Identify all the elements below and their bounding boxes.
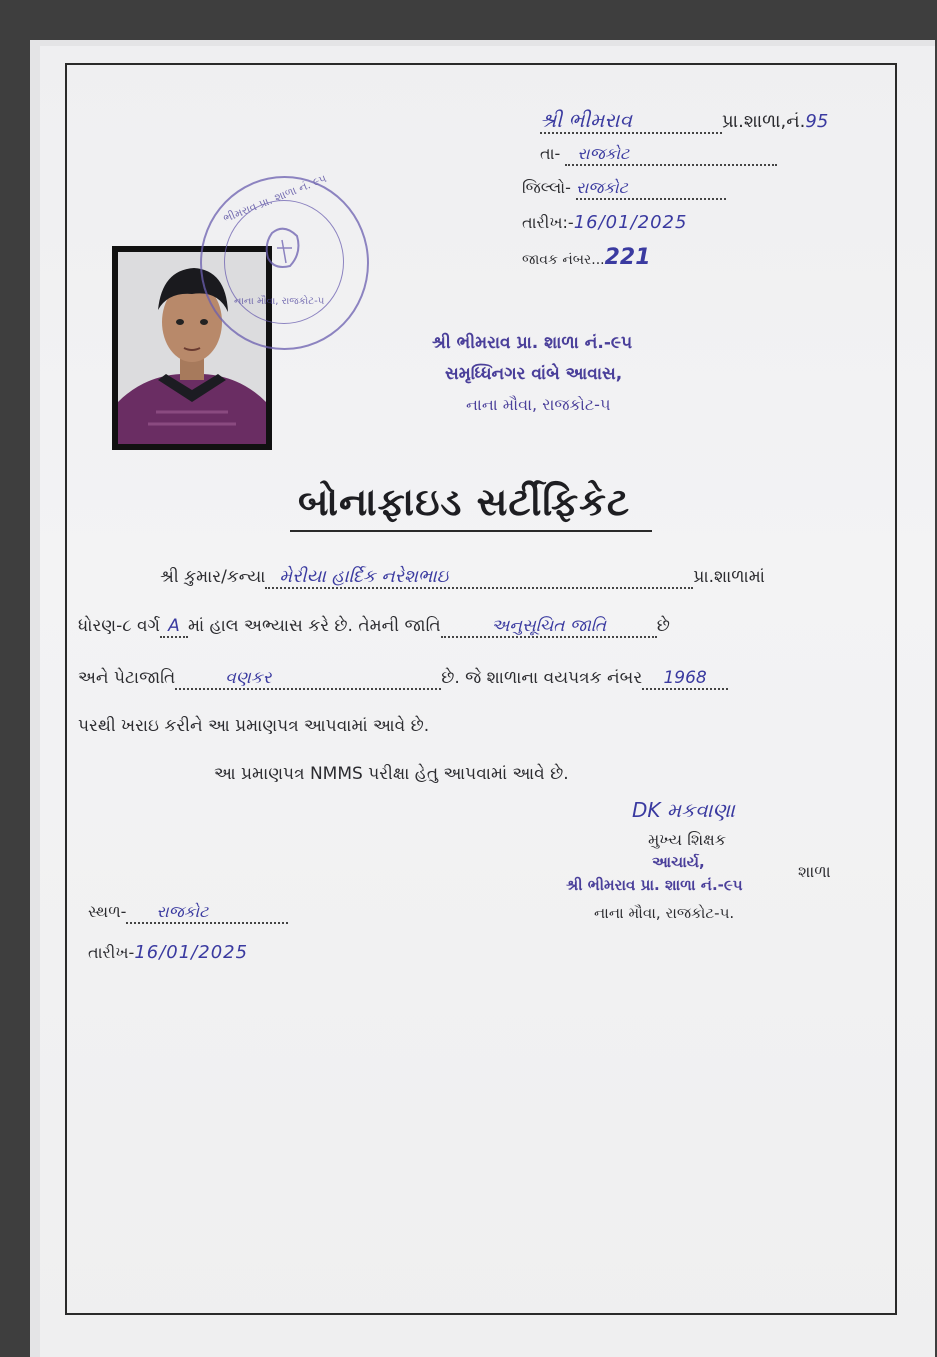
body-line-4: પરથી ખરાઇ કરીને આ પ્રમાણપત્ર આપવામાં આવે છે. <box>78 716 430 736</box>
register-number-handwritten: 1968 <box>642 668 728 690</box>
footer-date-handwritten: 16/01/2025 <box>134 942 249 963</box>
school-line <box>540 108 828 134</box>
register-text: છે. જે શાળાના વયપત્રક નંબર <box>441 668 643 688</box>
subcaste-label: અને પેટાજાતિ <box>78 668 176 688</box>
seal-top-text: ભીમરાવ પ્રા. શાળા નં. ૯૫ <box>221 171 329 226</box>
school-word: શાળા <box>798 862 831 881</box>
title-underline <box>290 530 652 532</box>
school-suffix-label: પ્રા.શાળામાં <box>693 567 765 587</box>
district-handwritten: રાજકોટ <box>576 178 726 200</box>
footer-date-line <box>88 942 248 963</box>
signatory-role: મુખ્ય શિક્ષક <box>648 830 727 849</box>
body-line-3 <box>78 668 728 690</box>
caste-suffix: છે <box>656 616 670 636</box>
body-line-2 <box>78 616 670 638</box>
taluka-label: તા- <box>540 144 561 163</box>
school-number-handwritten: 95 <box>805 111 829 132</box>
place-handwritten: રાજકોટ <box>126 902 288 924</box>
footer-date-label: તારીખ- <box>88 943 135 962</box>
round-school-seal <box>200 171 369 350</box>
body-line-1 <box>160 566 765 589</box>
taluka-handwritten: રાજકોટ <box>565 144 777 166</box>
standard-label: ધોરણ-૮ વર્ગ <box>78 616 160 636</box>
seal-bottom-text: નાના મૌવા, રાજકોટ-૫ <box>234 296 325 307</box>
taluka-line <box>540 144 777 166</box>
signature-handwritten: DK મકવાણા <box>632 798 735 822</box>
student-name-handwritten: મેરીયા હાર્દિક નરેશભાઇ <box>265 566 693 589</box>
outward-handwritten: 221 <box>604 245 651 270</box>
outward-label: જાવક નંબર... <box>522 252 605 268</box>
stamp-role: આચાર્ય, <box>652 853 705 871</box>
class-handwritten: A <box>160 616 188 638</box>
district-label: જિલ્લો- <box>522 178 571 197</box>
district-line <box>522 178 726 200</box>
date-label: તારીખ:- <box>522 213 574 232</box>
date-line <box>522 212 687 233</box>
date-handwritten: 16/01/2025 <box>573 212 688 233</box>
place-label: સ્થળ- <box>88 902 127 921</box>
outward-line <box>522 245 651 270</box>
school-name-handwritten: શ્રી ભીમરાવ <box>540 108 722 134</box>
address-stamp-line3: નાના મૌવા, રાજકોટ-૫ <box>466 395 611 414</box>
seal-emblem-icon <box>202 178 367 348</box>
school-suffix: પ્રા.શાળા,નં. <box>722 111 806 132</box>
caste-handwritten: અનુસૂચિત જાતિ <box>441 616 657 638</box>
signatory-address: નાના મૌવા, રાજકોટ-૫. <box>594 904 735 922</box>
address-stamp-line2: સમૃધ્ધિનગર વાંબે આવાસ, <box>445 364 623 384</box>
address-stamp-line1: શ્રી ભીમરાવ પ્રા. શાળા નં.-૯૫ <box>432 333 633 353</box>
certificate-title: બોનાફાઇડ સર્ટીફિકેટ <box>298 480 631 524</box>
body-line-5: આ પ્રમાણપત્ર NMMS પરીક્ષા હેતુ આપવામાં આવે છે. <box>214 764 569 784</box>
student-prefix-label: શ્રી કુમાર/કન્યા <box>160 567 266 587</box>
stamp-school-name: શ્રી ભીમરાવ પ્રા. શાળા નં.-૯૫ <box>566 876 743 894</box>
studying-text: માં હાલ અભ્યાસ કરે છે. તેમની જાતિ <box>187 616 441 636</box>
place-line <box>88 902 288 924</box>
subcaste-handwritten: વણકર <box>175 668 441 690</box>
